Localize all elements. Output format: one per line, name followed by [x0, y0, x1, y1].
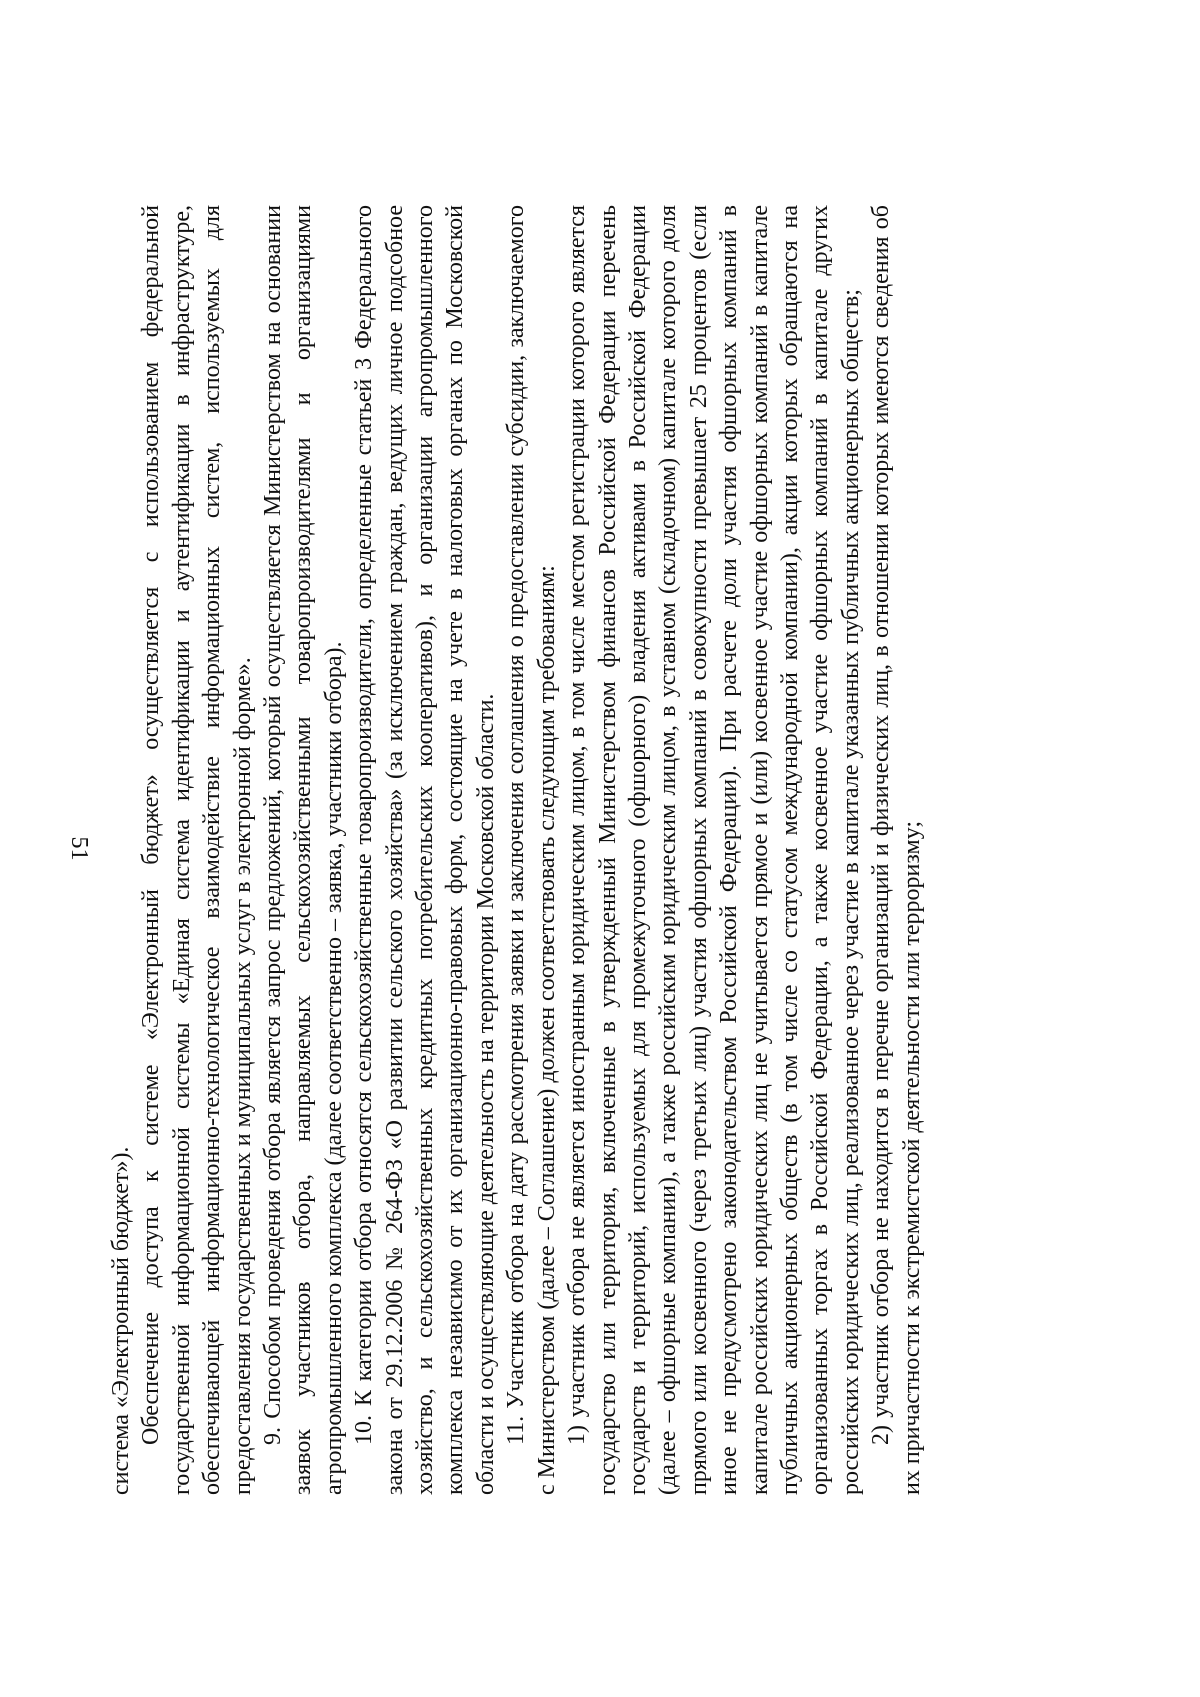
paragraph-electronic-budget-access: Обеспечение доступа к системе «Электронный бюджет» осуществляется с использованием федеральной государственной информационной системы «Единая система идентификации и аутентификации в инфраструктуре, обеспечивающей информационно-технологическое взаимодействие информационных систем, используемых для предоставления государственных и муниципальных услуг в электронной форме».: [138, 205, 256, 1495]
page-body-text: [106, 205, 1136, 1495]
paragraph-item-11: 11. Участник отбора на дату рассмотрения заявки и заключения соглашения о предоставлении субсидии, заключаемого с Министерством (далее – Соглашение) должен соответствовать следующим требованиям:: [503, 205, 560, 1495]
paragraph-item-10: 10. К категории отбора относятся сельскохозяйственные товаропроизводители, определенные статьей 3 Федерального закона от 29.12.2006 № 264-ФЗ «О развитии сельского хозяйства» (за исключением граждан, ведущих личное подсобное хозяйство, и сельскохозяйственных кредитных потребительских кооперативов), и организации агропромышленного комплекса независимо от их организационно-правовых форм, состоящие на учете в налоговых органах по Московской области и осуществляющие деятельность на территории Московской области.: [351, 205, 499, 1495]
paragraph-continuation: система «Электронный бюджет»).: [108, 1146, 134, 1495]
page-number: 51: [66, 836, 92, 861]
paragraph-item-9: 9. Способом проведения отбора является запрос предложений, который осуществляется Министерством на основании заявок участников отбора, направляемых сельскохозяйственными товаропроизводителями и организациями агропромышленного комплекса (далее соответственно – заявка, участники отбора).: [260, 205, 347, 1495]
paragraph-requirement-1: 1) участник отбора не является иностранным юридическим лицом, в том числе местом регистрации которого является государство или территория, включенные в утвержденный Министерством финансов Российской Федерации перечень государств и территорий, используемых для промежуточного (офшорного) владения активами в Российской Федерации (далее – офшорные компании), а также российским юридическим лицом, в уставном (складочном) капитале которого доля прямого или косвенного (через третьих лиц) участия офшорных компаний в совокупности превышает 25 процентов (если иное не предусмотрено законодательством Российской Федерации). При расчете доли участия офшорных компаний в капитале российских юридических лиц не учитывается прямое и (или) косвенное участие офшорных компаний в капитале публичных акционерных обществ (в том числе со статусом международной компании), акции которых обращаются на организованных торгах в Российской Федерации, а также косвенное участие офшорных компаний в капитале других российских юридических лиц, реализованное через участие в капитале указанных публичных акционерных обществ;: [564, 205, 864, 1495]
page-body: [106, 205, 1136, 1495]
paragraph-requirement-2: 2) участник отбора не находится в перечне организаций и физических лиц, в отношении которых имеются сведения об их причастности к экстремистской деятельности или терроризму;: [868, 205, 925, 1495]
